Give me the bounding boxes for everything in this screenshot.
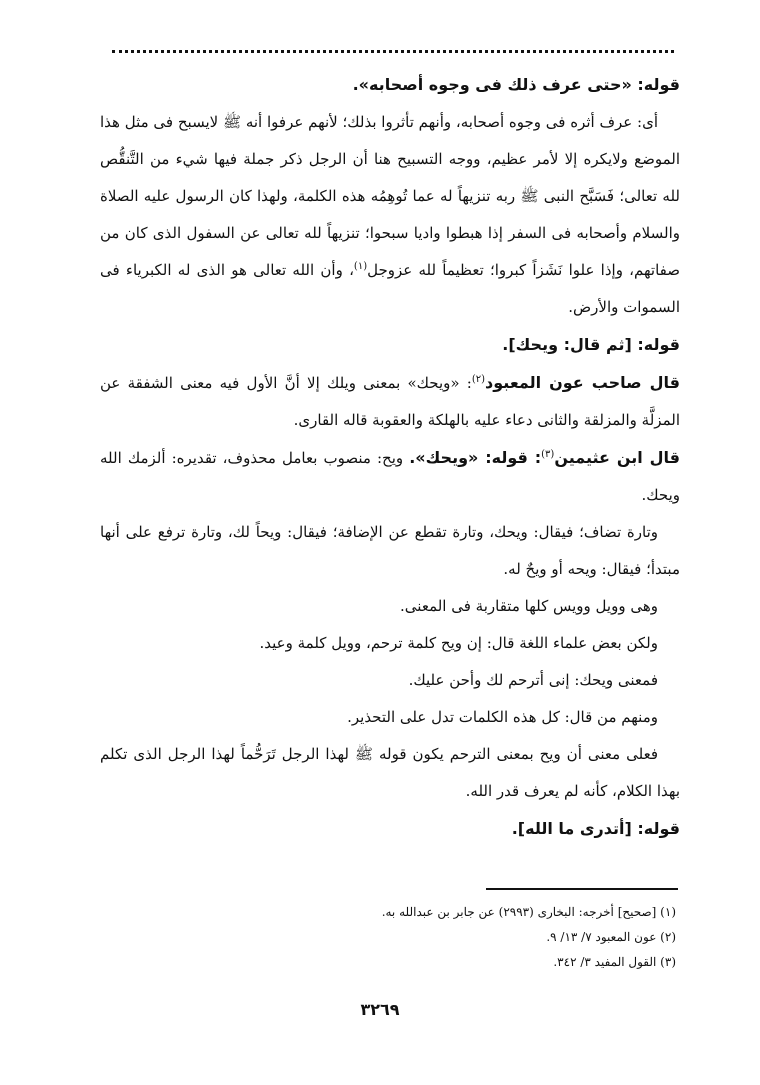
footnotes — [240, 900, 676, 975]
heading-text: قوله: «حتى عرف ذلك فى وجوه أصحابه». — [352, 75, 680, 94]
paragraph-conclusion: فعلى معنى أن ويح بمعنى الترحم يكون قوله ﷺ لهذا الرجل تَرَحُّماً لهذا الرجل الذى تكلم بهذا الكلام، كأنه لم يعرف قدر الله. — [100, 745, 680, 800]
paragraph-meaning: فمعنى ويحك: إنى أترحم لك وأحن عليك. — [408, 671, 658, 689]
footnote-ref-2: (٢) — [471, 374, 486, 385]
heading-atadri — [100, 810, 680, 848]
source-label: قال صاحب عون المعبود — [485, 373, 681, 392]
paragraph-awn-almabud — [100, 364, 680, 439]
paragraph-warning: ومنهم من قال: كل هذه الكلمات تدل على التحذير. — [347, 708, 658, 726]
main-text — [100, 66, 680, 848]
quote-label: : قوله: «ويحك». — [409, 448, 542, 467]
footnote-ref-1: (١) — [353, 261, 368, 272]
paragraph-synonyms: وهى وويل وويس كلها متقاربة فى المعنى. — [400, 597, 658, 615]
paragraph-explanation — [100, 104, 680, 326]
paragraph-usage: وتارة تضاف؛ فيقال: ويحك، وتارة تقطع عن الإضافة؛ فيقال: ويحاً لك، وتارة ترفع على أنها مبتدأ؛ فيقال: ويحه أو ويحٌ له. — [100, 523, 680, 578]
paragraph-scholars: ولكن بعض علماء اللغة قال: إن ويح كلمة ترحم، وويل كلمة وعيد. — [259, 634, 658, 652]
top-dotted-rule — [112, 50, 674, 53]
footnote-1: (١) [صحيح] أخرجه: البخارى (٢٩٩٣) عن جابر بن عبدالله به. — [381, 905, 676, 919]
heading-waihak — [100, 326, 680, 364]
paragraph-text: ويح: منصوب بعامل محذوف، تقديره: ألزمك الله ويحك. — [100, 449, 680, 504]
source-label: قال ابن عثيمين — [554, 448, 681, 467]
footnote-divider — [486, 888, 678, 890]
paragraph-text: : «ويحك» بمعنى ويلك إلا أنَّ الأول فيه معنى الشفقة عن المزلَّة والمزلقة والثانى دعاء عليه بالهلكة والعقوبة قاله القارى. — [100, 374, 680, 429]
page-number: ٣٢٦٩ — [360, 1000, 400, 1019]
paragraph-ibn-uthaymin — [100, 439, 680, 514]
paragraph-text-end: ، وأن الله تعالى هو الذى له الكبرياء فى السموات والأرض. — [100, 261, 680, 316]
heading-text: قوله: [أتدرى ما الله]. — [511, 819, 680, 838]
footnote-3: (٣) القول المفيد ٣/ ٣٤٢. — [553, 955, 676, 969]
paragraph-text: أى: عرف أثره فى وجوه أصحابه، وأنهم تأثروا بذلك؛ لأنهم عرفوا أنه ﷺ لايسبح فى مثل هذا الموضع ولايكره إلا لأمر عظيم، ووجه التسبيح هنا أن الرجل ذكر جملة فيها شيء من التَّنقُّص لله تعالى؛ فَسَبَّح النبى ﷺ ربه تنزيهاً له عما تُوهِمُه هذه الكلمة، ولهذا كان الرسول عليه الصلاة والسلام وأصحابه فى السفر إذا هبطوا واديا سبحوا؛ تنزيهاً لله تعالى عن السفول الذى كان من صفاتهم، وإذا علوا نَشَزاً كبروا؛ تعظيماً لله عزوجل — [100, 113, 680, 279]
heading-hatta-arafa — [100, 66, 680, 104]
heading-text: قوله: [ثم قال: ويحك]. — [502, 335, 680, 354]
footnote-ref-3: (٣) — [541, 449, 555, 460]
footnote-2: (٢) عون المعبود ٧/ ١٣/ ٩. — [546, 930, 676, 944]
